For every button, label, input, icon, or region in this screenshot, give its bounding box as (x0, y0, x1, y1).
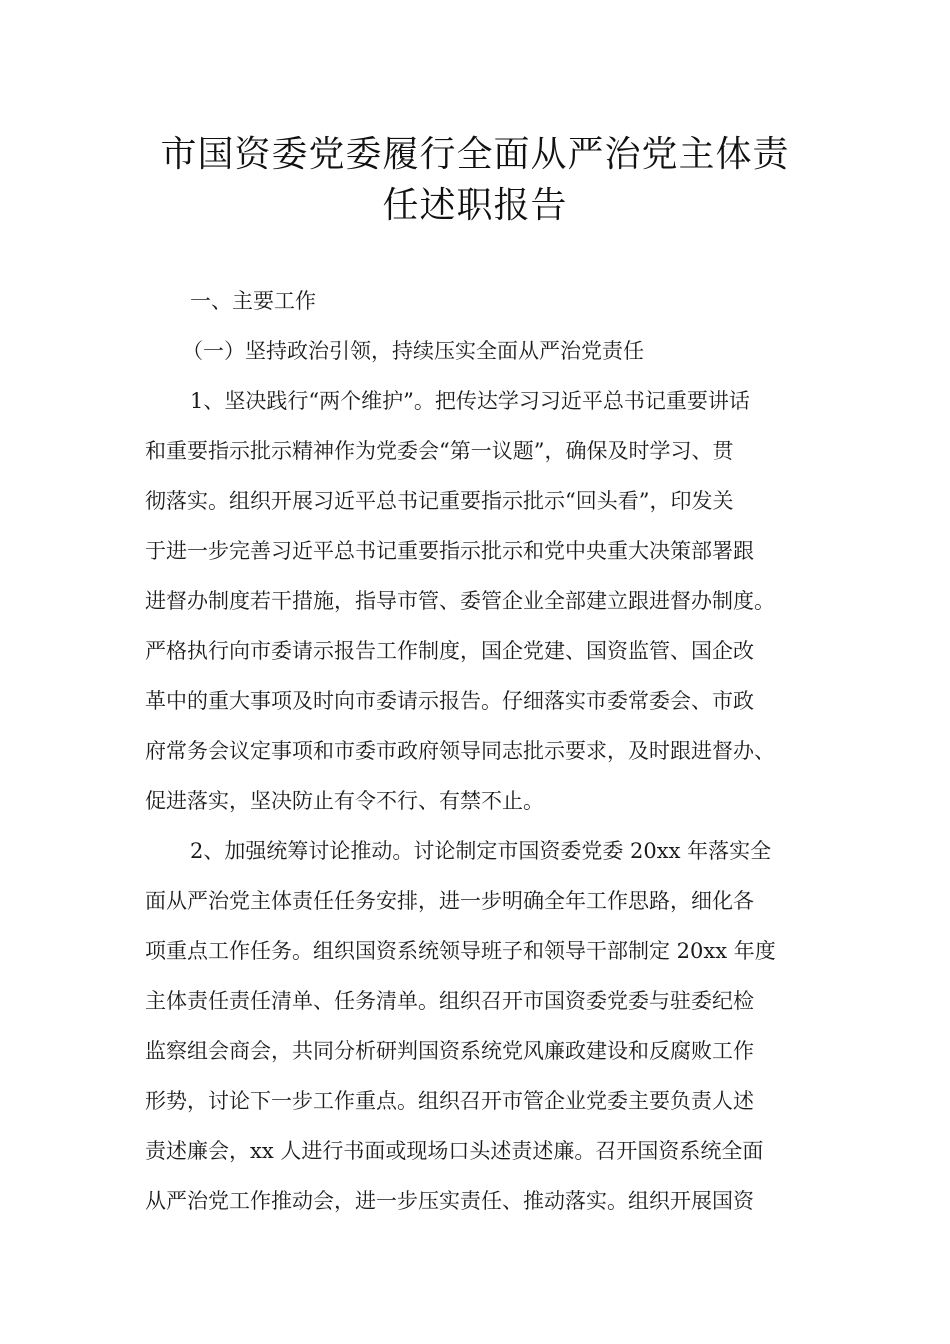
paragraph-line: 促进落实，坚决防止有令不行、有禁不止。 (145, 789, 544, 813)
paragraph-line: 形势，讨论下一步工作重点。组织召开市管企业党委主要负责人述 (145, 1089, 754, 1113)
paragraph-line: 2、加强统筹讨论推动。讨论制定市国资委党委 20xx 年落实全 (190, 839, 772, 863)
paragraph-line: 彻落实。组织开展习近平总书记重要指示批示“回头看”，印发关 (145, 489, 734, 513)
paragraph-line: 和重要指示批示精神作为党委会“第一议题”，确保及时学习、贯 (145, 439, 734, 463)
paragraph-line: 监察组会商会，共同分析研判国资系统党风廉政建设和反腐败工作 (145, 1039, 754, 1063)
paragraph-line: 责述廉会，xx 人进行书面或现场口头述责述廉。召开国资系统全面 (145, 1139, 764, 1163)
subsection-heading: （一）坚持政治引领，持续压实全面从严治党责任 (182, 339, 644, 363)
section-heading: 一、主要工作 (190, 289, 316, 313)
paragraph-line: 面从严治党主体责任任务安排，进一步明确全年工作思路，细化各 (145, 889, 754, 913)
paragraph-line: 从严治党工作推动会，进一步压实责任、推动落实。组织开展国资 (145, 1189, 754, 1213)
paragraph-line: 革中的重大事项及时向市委请示报告。仔细落实市委常委会、市政 (145, 689, 754, 713)
paragraph-line: 进督办制度若干措施，指导市管、委管企业全部建立跟进督办制度。 (145, 589, 775, 613)
paragraph-line: 项重点工作任务。组织国资系统领导班子和领导干部制定 20xx 年度 (145, 939, 776, 963)
document-title-line-2: 任述职报告 (382, 185, 568, 226)
paragraph-line: 1、坚决践行“两个维护”。把传达学习习近平总书记重要讲话 (190, 389, 750, 413)
document-title-line-1: 市国资委党委履行全面从严治党主体责 (160, 134, 790, 175)
paragraph-line: 于进一步完善习近平总书记重要指示批示和党中央重大决策部署跟 (145, 539, 754, 563)
paragraph-line: 严格执行向市委请示报告工作制度，国企党建、国资监管、国企改 (145, 639, 754, 663)
paragraph-line: 府常务会议定事项和市委市政府领导同志批示要求，及时跟进督办、 (145, 739, 775, 763)
paragraph-line: 主体责任责任清单、任务清单。组织召开市国资委党委与驻委纪检 (145, 989, 754, 1013)
